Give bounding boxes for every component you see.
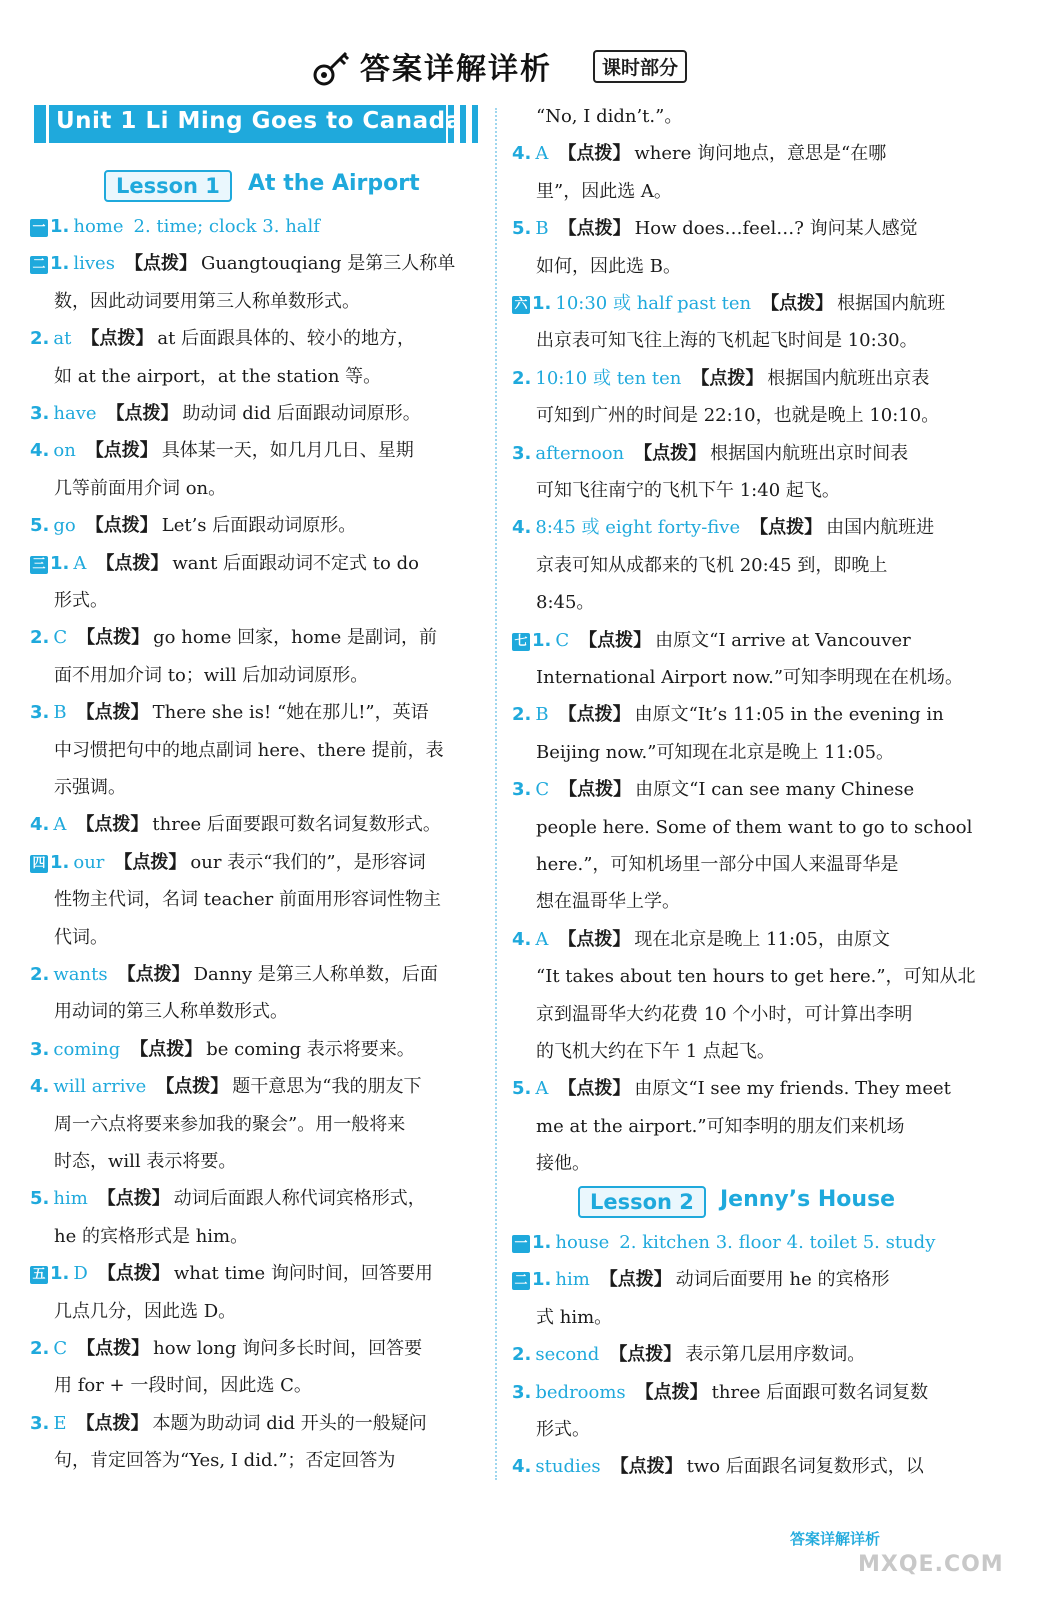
tip-label: 【点拨】	[130, 1038, 203, 1060]
answer-line	[30, 253, 455, 275]
explanation-text: There she is! “她在那儿!”，英语	[152, 702, 429, 724]
explanation-text: 接他。	[536, 1153, 590, 1175]
question-number: 3.	[30, 1412, 50, 1434]
explanation-text: where 询问地点，意思是“在哪	[634, 143, 887, 165]
explanation-text: 用 for + 一段时间，因此选 C。	[54, 1375, 312, 1397]
answer-line	[536, 817, 972, 839]
tip-label: 【点拨】	[761, 293, 834, 314]
explanation-text: 动词后面跟人称代词宾格形式，	[173, 1188, 426, 1210]
explanation-text: 周一六点将要来参加我的聚会”。用一般将来	[54, 1113, 406, 1135]
lesson-1-label: Lesson 1	[104, 170, 232, 202]
answer-line	[536, 330, 918, 352]
tip-label: 【点拨】	[750, 517, 823, 539]
answer-line	[30, 328, 415, 350]
question-number: 2.	[30, 964, 50, 985]
answer-line	[536, 1153, 590, 1175]
answer-line	[54, 1114, 405, 1136]
answer-line	[54, 478, 226, 500]
explanation-text: International Airport now.”可知李明现在在机场。	[536, 667, 964, 688]
section-number-badge: 二	[30, 256, 48, 274]
explanation-text: 用动词的第三人称单数形式。	[54, 1001, 288, 1023]
question-number: 2.	[30, 627, 50, 649]
section-number-badge: 四	[30, 855, 48, 873]
answer-line	[512, 779, 914, 801]
question-number: 2.	[30, 328, 50, 350]
answer-text: lives	[73, 253, 115, 275]
tip-label: 【点拨】	[558, 928, 631, 950]
section-number-badge: 七	[512, 633, 530, 651]
answer-line	[30, 1338, 422, 1360]
question-number: 4.	[30, 814, 50, 836]
answer-line	[54, 927, 108, 949]
explanation-text: 时态，will 表示将要。	[54, 1151, 237, 1172]
answer-line	[512, 1382, 928, 1404]
section-number-badge: 五	[30, 1266, 48, 1284]
explanation-text: 由原文“I arrive at Vancouver	[655, 629, 911, 651]
answer-line	[30, 702, 429, 724]
tip-label: 【点拨】	[76, 702, 149, 724]
explanation-text: 助动词 did 后面跟动词原形。	[182, 403, 421, 424]
section-number-badge: 一	[30, 219, 48, 237]
tip-label: 【点拨】	[610, 1456, 683, 1478]
answer-line	[54, 1151, 236, 1173]
tip-label: 【点拨】	[635, 1381, 708, 1403]
tip-label: 【点拨】	[97, 1188, 170, 1210]
tip-label: 【点拨】	[85, 440, 158, 462]
answer-line	[30, 1039, 415, 1061]
answer-text: bedrooms	[535, 1381, 626, 1403]
question-number: 4.	[512, 517, 532, 539]
answer-line	[54, 1001, 288, 1023]
answer-text: A	[53, 814, 67, 836]
answer-line	[536, 405, 939, 427]
explanation-text: “It takes about ten hours to get here.”，可知从北	[536, 966, 976, 988]
question-number: 4.	[30, 440, 50, 462]
explanation-text: 表示第几层用序数词。	[685, 1344, 866, 1366]
answer-line	[512, 1269, 889, 1291]
explanation-text: 根据国内航班出京表	[767, 367, 930, 389]
answer-text: studies	[535, 1456, 601, 1478]
answer-line	[536, 1307, 612, 1329]
answer-line	[30, 1188, 426, 1210]
answer-line	[54, 291, 360, 313]
answer-text: B	[53, 702, 67, 724]
page-title: 答案详解详析	[360, 52, 552, 87]
answer-line	[54, 777, 126, 799]
answer-text: second	[535, 1344, 600, 1366]
answer-text: A	[73, 552, 87, 574]
section-number-badge: 二	[512, 1272, 530, 1290]
explanation-text: 里”，因此选 A。	[536, 180, 672, 202]
answer-text: him	[555, 1269, 590, 1291]
explanation-text: 示强调。	[54, 777, 126, 798]
explanation-text: 的飞机大约在下午 1 点起飞。	[536, 1041, 775, 1062]
explanation-text: 形式。	[54, 590, 108, 611]
tip-label: 【点拨】	[609, 1344, 682, 1366]
answer-line	[30, 440, 414, 462]
answer-line	[536, 854, 898, 876]
answer-line	[54, 1450, 395, 1472]
explanation-text: our 表示“我们的”，是形容词	[190, 851, 426, 873]
explanation-text: here.”，可知机场里一部分中国人来温哥华是	[536, 854, 899, 875]
explanation-text: How does…feel…? 询问某人感觉	[634, 218, 918, 240]
explanation-text: 由原文“I can see many Chinese	[635, 779, 915, 801]
tip-label: 【点拨】	[76, 814, 149, 836]
tip-label: 【点拨】	[81, 328, 154, 350]
section-tag: 课时部分	[593, 50, 687, 83]
tip-label: 【点拨】	[156, 1076, 229, 1098]
answer-line	[30, 515, 356, 537]
answer-line	[54, 1375, 312, 1397]
explanation-text: 句，肯定回答为“Yes, I did.”；否定回答为	[54, 1450, 396, 1472]
question-number: 2.	[512, 704, 532, 726]
answer-text: 10:30 或 half past ten	[555, 293, 752, 314]
explanation-text: 数，因此动词要用第三人称单数形式。	[54, 290, 360, 312]
question-number: 5.	[30, 515, 50, 537]
lesson-1-name: At the Airport	[248, 171, 420, 196]
tip-label: 【点拨】	[124, 253, 197, 275]
explanation-text: 根据国内航班出京时间表	[710, 442, 909, 464]
answer-line	[512, 1344, 865, 1366]
lesson-2-name: Jenny’s House	[720, 1187, 896, 1212]
answer-line	[30, 1076, 422, 1098]
explanation-text: 中习惯把句中的地点副词 here、there 提前，表	[54, 739, 444, 761]
explanation-text: 由国内航班进	[826, 517, 935, 539]
key-icon	[312, 48, 352, 88]
explanation-text: 几点几分，因此选 D。	[54, 1300, 237, 1322]
answer-line	[30, 216, 330, 238]
answer-line	[30, 814, 441, 836]
answer-line	[54, 740, 444, 762]
question-number: 3.	[512, 442, 532, 464]
answer-line	[536, 891, 680, 913]
answer-text: have	[53, 403, 97, 424]
explanation-text: go home 回家，home 是副词，前	[153, 627, 437, 649]
explanation-text: 由原文“I see my friends. They meet	[634, 1078, 951, 1100]
answer-line	[512, 630, 911, 652]
answer-text: 2. time; clock 3. half	[133, 216, 320, 237]
answer-text: 8:45 或 eight forty-five	[535, 517, 741, 539]
answer-text: 10:10 或 ten ten	[535, 367, 682, 389]
tip-label: 【点拨】	[77, 1338, 150, 1359]
answer-text: C	[53, 627, 68, 649]
answer-line	[536, 181, 672, 203]
answer-line	[536, 555, 887, 577]
answer-line	[536, 742, 894, 764]
explanation-text: 如 at the airport，at the station 等。	[54, 365, 382, 387]
answer-line	[30, 627, 437, 649]
answer-line	[536, 1004, 912, 1026]
tip-label: 【点拨】	[558, 1078, 631, 1100]
explanation-text: “No, I didn’t.”。	[536, 106, 683, 127]
explanation-text: Let’s 后面跟动词原形。	[161, 515, 357, 537]
answer-line	[30, 553, 419, 575]
tip-label: 【点拨】	[558, 704, 631, 726]
question-number: 4.	[512, 1456, 532, 1478]
explanation-text: me at the airport.”可知李明的朋友们来机场	[536, 1115, 905, 1137]
answer-line	[536, 1041, 775, 1063]
answer-text: will arrive	[53, 1076, 147, 1098]
unit-title: Unit 1 Li Ming Goes to Canada	[56, 108, 462, 134]
tip-label: 【点拨】	[85, 515, 158, 537]
question-number: 1.	[532, 629, 552, 651]
explanation-text: 式 him。	[536, 1306, 613, 1328]
answer-text: B	[535, 218, 549, 240]
answer-text: A	[535, 1078, 549, 1100]
answer-line	[30, 1263, 433, 1285]
footer-label: 答案详解详析	[790, 1530, 881, 1548]
answer-text: our	[73, 851, 105, 873]
answer-line	[512, 1232, 945, 1254]
answer-line	[536, 966, 976, 988]
tip-label: 【点拨】	[634, 442, 707, 464]
answer-text: him	[53, 1188, 88, 1210]
tip-label: 【点拨】	[599, 1269, 672, 1291]
explanation-text: Danny 是第三人称单数，后面	[193, 964, 438, 985]
answer-text: C	[535, 779, 550, 801]
answer-line	[30, 964, 438, 986]
answer-line	[54, 590, 108, 612]
answer-text: on	[53, 440, 76, 462]
question-number: 5.	[30, 1188, 50, 1210]
answer-line	[512, 218, 918, 240]
answer-line	[54, 1301, 236, 1323]
answer-line	[536, 1116, 905, 1138]
question-number: 3.	[30, 403, 50, 424]
explanation-text: at 后面跟具体的、较小的地方，	[157, 328, 416, 350]
tip-label: 【点拨】	[559, 779, 632, 801]
explanation-text: what time 询问时间，回答要用	[173, 1263, 433, 1285]
explanation-text: 本题为助动词 did 开头的一般疑问	[152, 1412, 427, 1434]
explanation-text: 几等前面用介词 on。	[54, 477, 227, 499]
answer-line	[536, 480, 840, 502]
question-number: 5.	[512, 1078, 532, 1100]
answer-text: C	[53, 1338, 68, 1359]
answer-line	[54, 665, 368, 687]
question-number: 1.	[532, 293, 552, 314]
tip-label: 【点拨】	[96, 552, 169, 574]
tip-label: 【点拨】	[77, 627, 150, 649]
question-number: 4.	[512, 143, 532, 165]
explanation-text: 动词后面要用 he 的宾格形	[675, 1269, 890, 1291]
question-number: 4.	[30, 1076, 50, 1098]
answer-text: wants	[53, 964, 108, 985]
question-number: 4.	[512, 928, 532, 950]
tip-label: 【点拨】	[114, 851, 187, 873]
question-number: 2.	[512, 367, 532, 389]
explanation-text: how long 询问多长时间，回答要	[153, 1338, 423, 1359]
explanation-text: 题干意思为“我的朋友下	[232, 1076, 422, 1098]
explanation-text: Beijing now.”可知现在北京是晚上 11:05。	[536, 741, 895, 763]
page-header	[0, 40, 1048, 100]
answer-text: afternoon	[535, 442, 625, 464]
answer-text: coming	[53, 1038, 121, 1060]
answer-line	[536, 667, 963, 689]
answer-line	[536, 1419, 590, 1441]
question-number: 1.	[50, 851, 70, 873]
answer-text: B	[535, 704, 549, 726]
answer-text: D	[73, 1263, 88, 1285]
answer-line	[30, 403, 421, 425]
answer-line	[512, 368, 929, 390]
tip-label: 【点拨】	[106, 403, 179, 424]
explanation-text: 可知飞往南宁的飞机下午 1:40 起飞。	[536, 480, 840, 501]
answer-line	[536, 106, 682, 128]
watermark: MXQE.COM	[858, 1552, 1004, 1577]
answer-line	[54, 366, 381, 388]
question-number: 1.	[50, 253, 70, 275]
question-number: 2.	[512, 1344, 532, 1366]
answer-line	[536, 592, 594, 614]
explanation-text: 具体某一天，如几月几日、星期	[161, 440, 414, 462]
answer-line	[536, 256, 681, 278]
question-number: 3.	[512, 779, 532, 801]
answer-line	[512, 143, 886, 165]
explanation-text: 由原文“It’s 11:05 in the evening in	[634, 704, 944, 726]
question-number: 3.	[30, 1038, 50, 1060]
question-number: 1.	[50, 1263, 70, 1285]
answer-text: house	[555, 1232, 610, 1253]
tip-label: 【点拨】	[558, 143, 631, 165]
answer-line	[30, 852, 426, 874]
answer-text: A	[535, 143, 549, 165]
explanation-text: two 后面跟名词复数形式，以	[686, 1456, 924, 1478]
question-number: 5.	[512, 218, 532, 240]
explanation-text: 京到温哥华大约花费 10 个小时，可计算出李明	[536, 1003, 913, 1025]
answer-line	[512, 293, 945, 315]
section-number-badge: 一	[512, 1235, 530, 1253]
tip-label: 【点拨】	[97, 1263, 170, 1285]
question-number: 1.	[532, 1269, 552, 1291]
tip-label: 【点拨】	[76, 1412, 149, 1434]
explanation-text: be coming 表示将要来。	[206, 1038, 415, 1060]
explanation-text: three 后面跟可数名词复数	[711, 1381, 929, 1403]
question-number: 1.	[50, 216, 70, 237]
section-number-badge: 六	[512, 296, 530, 314]
explanation-text: 如何，因此选 B。	[536, 255, 681, 277]
unit-banner-stripe	[472, 105, 478, 143]
tip-label: 【点拨】	[579, 629, 652, 651]
explanation-text: 可知到广州的时间是 22:10，也就是晚上 10:10。	[536, 405, 940, 427]
answer-text: E	[53, 1412, 67, 1434]
explanation-text: three 后面要跟可数名词复数形式。	[152, 814, 441, 836]
explanation-text: 根据国内航班	[837, 293, 946, 314]
question-number: 1.	[532, 1232, 552, 1253]
answer-line	[54, 1226, 248, 1248]
unit-banner	[34, 105, 480, 143]
explanation-text: 8:45。	[536, 592, 595, 614]
explanation-text: 面不用加介词 to；will 后加动词原形。	[54, 664, 369, 686]
question-number: 1.	[50, 552, 70, 574]
explanation-text: 现在北京是晚上 11:05，由原文	[634, 928, 890, 950]
answer-text: at	[53, 328, 72, 350]
answer-line	[512, 1078, 951, 1100]
tip-label: 【点拨】	[691, 367, 764, 389]
answer-line	[54, 889, 441, 911]
answer-line	[512, 517, 934, 539]
answer-text: go	[53, 515, 76, 537]
answer-line	[512, 443, 908, 465]
column-divider	[495, 108, 497, 1480]
explanation-text: 京表可知从成都来的飞机 20:45 到，即晚上	[536, 554, 888, 576]
section-number-badge: 三	[30, 556, 48, 574]
explanation-text: 代词。	[54, 926, 108, 948]
explanation-text: want 后面跟动词不定式 to do	[172, 552, 419, 574]
answer-text: A	[535, 928, 549, 950]
question-number: 2.	[30, 1338, 50, 1359]
question-number: 3.	[30, 702, 50, 724]
explanation-text: Guangtouqiang 是第三人称单	[200, 253, 456, 275]
answer-line	[512, 704, 944, 726]
answer-text: C	[555, 629, 570, 651]
explanation-text: he 的宾格形式是 him。	[54, 1225, 249, 1247]
tip-label: 【点拨】	[117, 964, 190, 985]
tip-label: 【点拨】	[558, 218, 631, 240]
explanation-text: 出京表可知飞往上海的飞机起飞时间是 10:30。	[536, 330, 918, 352]
explanation-text: 性物主代词，名词 teacher 前面用形容词性物主	[54, 889, 441, 911]
explanation-text: 想在温哥华上学。	[536, 891, 680, 913]
answer-text: 2. kitchen 3. floor 4. toilet 5. study	[619, 1232, 936, 1253]
answer-line	[30, 1413, 427, 1435]
answer-line	[512, 929, 890, 951]
explanation-text: people here. Some of them want to go to school	[536, 816, 973, 838]
answer-line	[512, 1456, 924, 1478]
explanation-text: 形式。	[536, 1419, 590, 1440]
lesson-2-label: Lesson 2	[578, 1186, 706, 1218]
question-number: 3.	[512, 1381, 532, 1403]
answer-text: home	[73, 216, 124, 237]
